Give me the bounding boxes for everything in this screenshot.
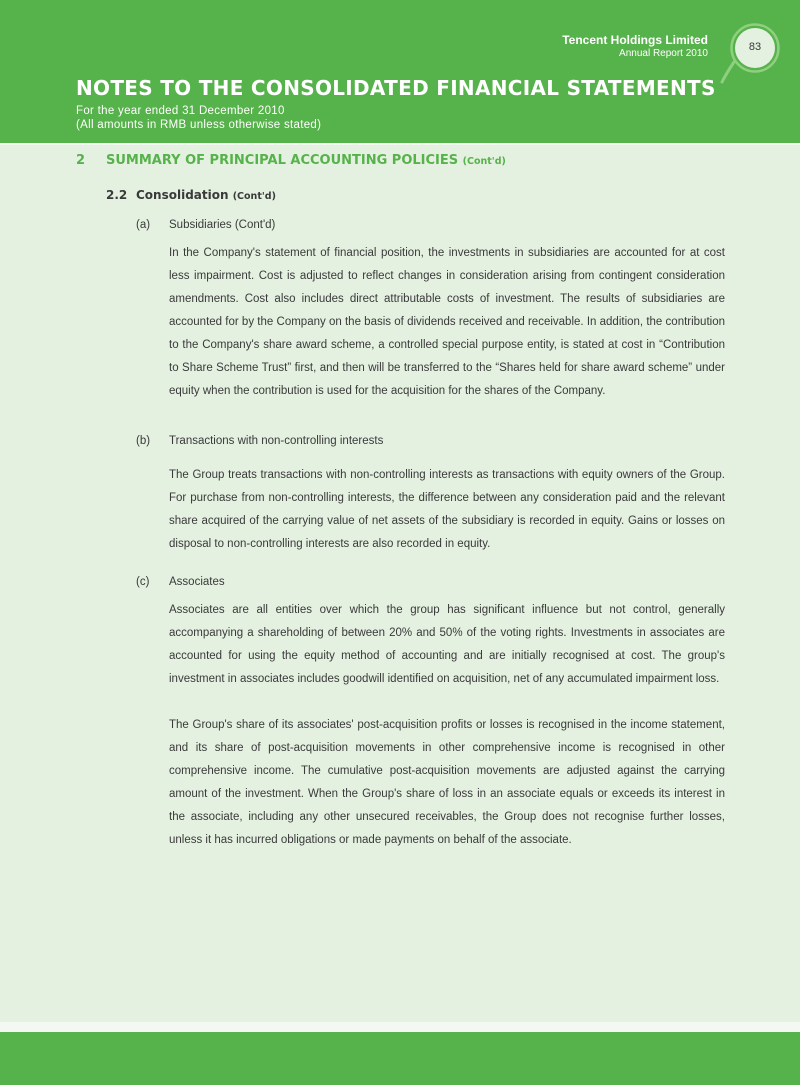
subsection-number: 2.2 bbox=[106, 188, 128, 202]
page-title: NOTES TO THE CONSOLIDATED FINANCIAL STATEMENTS bbox=[76, 76, 716, 100]
item-heading-b bbox=[136, 435, 383, 447]
item-title-c: Associates bbox=[169, 576, 225, 588]
header-divider bbox=[0, 143, 800, 145]
section-title: SUMMARY OF PRINCIPAL ACCOUNTING POLICIES bbox=[106, 153, 459, 168]
item-label-c: (c) bbox=[136, 576, 150, 588]
section-cont: (Cont'd) bbox=[462, 156, 506, 167]
subsection-heading bbox=[106, 188, 276, 202]
report-name: Annual Report 2010 bbox=[619, 48, 708, 59]
subtitle-line-1: For the year ended 31 December 2010 bbox=[76, 105, 285, 117]
item-title-b: Transactions with non-controlling interests bbox=[169, 435, 384, 447]
item-heading-c bbox=[136, 576, 225, 588]
section-number: 2 bbox=[76, 153, 86, 168]
page-number: 83 bbox=[748, 41, 762, 53]
item-label-b: (b) bbox=[136, 435, 151, 447]
subsection-cont: (Cont'd) bbox=[232, 191, 276, 202]
page-subtitle bbox=[76, 104, 321, 132]
paragraph-subsidiaries: In the Company's statement of financial position, the investments in subsidiaries are accounted for at cost less impairment. Cost is adjusted to reflect changes in consideration arising from contingent consideration amendments. Cost also includes direct attributable costs of investment. The results of subsidiaries are accounted for by the Company on the basis of dividends received and receivable. In addition, the contribution to the Company's share award scheme, a controlled special purpose entity, is stated at cost in “Contribution to Share Scheme Trust” first, and then will be transferred to the “Shares held for share award scheme” under equity when the contribution is used for the acquisition for the shares of the Company. bbox=[169, 247, 725, 397]
item-heading-a bbox=[136, 219, 275, 231]
item-title-a: Subsidiaries (Cont'd) bbox=[169, 219, 276, 231]
page-header bbox=[0, 0, 800, 143]
paragraph-associates-1: Associates are all entities over which the group has significant influence but not control, generally accompanying a shareholding of between 20% and 50% of the voting rights. Investments in associates are accounted for using the equity method of accounting and are initially recognised at cost. The group's investment in associates includes goodwill identified on acquisition, net of any accumulated impairment loss. bbox=[169, 604, 725, 685]
section-heading bbox=[76, 153, 506, 168]
company-name: Tencent Holdings Limited bbox=[562, 33, 708, 47]
page-footer bbox=[0, 1032, 800, 1085]
magnifier-logo-icon bbox=[716, 20, 780, 86]
item-label-a: (a) bbox=[136, 219, 151, 231]
footer-divider bbox=[0, 1022, 800, 1032]
paragraph-non-controlling-interests: The Group treats transactions with non-controlling interests as transactions with equity owners of the Group. For purchase from non-controlling interests, the difference between any consideration paid and the relevant share acquired of the carrying value of net assets of the subsidiary is recorded in equity. Gains or losses on disposal to non-controlling interests are also recorded in equity. bbox=[169, 469, 725, 550]
subtitle-line-2: (All amounts in RMB unless otherwise stated) bbox=[76, 119, 322, 131]
subsection-title: Consolidation bbox=[136, 188, 229, 202]
paragraph-associates-2: The Group's share of its associates' post-acquisition profits or losses is recognised in the income statement, and its share of post-acquisition movements in other comprehensive income is recognised in other comprehensive income. The cumulative post-acquisition movements are adjusted against the carrying amount of the investment. When the Group's share of loss in an associate equals or exceeds its interest in the associate, including any other unsecured receivables, the Group does not recognise further losses, unless it has incurred obligations or made payments on behalf of the associate. bbox=[169, 719, 725, 846]
